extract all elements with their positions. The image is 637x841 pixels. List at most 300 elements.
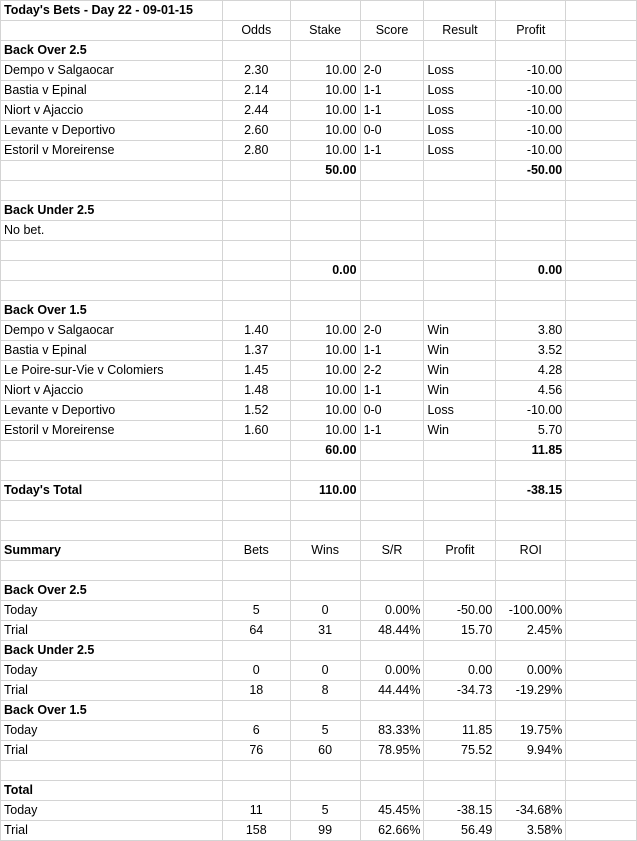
profit-value[interactable]: -10.00 xyxy=(496,141,566,161)
empty-cell[interactable] xyxy=(360,581,424,601)
result-value[interactable]: Win xyxy=(424,341,496,361)
empty-cell[interactable] xyxy=(496,221,566,241)
empty-cell[interactable] xyxy=(566,101,637,121)
score-value[interactable]: 2-2 xyxy=(360,361,424,381)
empty-cell[interactable] xyxy=(566,361,637,381)
empty-cell[interactable] xyxy=(496,1,566,21)
summary-profit[interactable]: 15.70 xyxy=(424,621,496,641)
result-value[interactable]: Win xyxy=(424,361,496,381)
empty-cell[interactable] xyxy=(360,521,424,541)
bets-count[interactable]: 11 xyxy=(222,801,290,821)
match-name[interactable]: Le Poire-sur-Vie v Colomiers xyxy=(1,361,223,381)
empty-cell[interactable] xyxy=(566,661,637,681)
header-odds[interactable]: Odds xyxy=(222,21,290,41)
strike-rate[interactable]: 48.44% xyxy=(360,621,424,641)
empty-cell[interactable] xyxy=(496,281,566,301)
header-result[interactable]: Result xyxy=(424,21,496,41)
empty-cell[interactable] xyxy=(496,521,566,541)
stake-value[interactable]: 10.00 xyxy=(290,101,360,121)
stake-value[interactable]: 10.00 xyxy=(290,401,360,421)
result-value[interactable]: Win xyxy=(424,381,496,401)
roi-value[interactable]: 9.94% xyxy=(496,741,566,761)
empty-cell[interactable] xyxy=(566,541,637,561)
empty-cell[interactable] xyxy=(222,41,290,61)
bets-count[interactable]: 158 xyxy=(222,821,290,841)
roi-value[interactable]: 3.58% xyxy=(496,821,566,841)
bets-count[interactable]: 64 xyxy=(222,621,290,641)
match-name[interactable]: Estoril v Moreirense xyxy=(1,421,223,441)
empty-cell[interactable] xyxy=(290,301,360,321)
empty-cell[interactable] xyxy=(566,161,637,181)
empty-cell[interactable] xyxy=(360,501,424,521)
summary-profit[interactable]: -34.73 xyxy=(424,681,496,701)
section-title[interactable]: Back Over 2.5 xyxy=(1,41,223,61)
match-name[interactable]: Niort v Ajaccio xyxy=(1,381,223,401)
stake-value[interactable]: 10.00 xyxy=(290,421,360,441)
summary-label[interactable]: Today xyxy=(1,661,223,681)
header-wins[interactable]: Wins xyxy=(290,541,360,561)
empty-cell[interactable] xyxy=(566,21,637,41)
bets-count[interactable]: 5 xyxy=(222,601,290,621)
stake-value[interactable]: 10.00 xyxy=(290,361,360,381)
empty-cell[interactable] xyxy=(360,481,424,501)
empty-cell[interactable] xyxy=(566,141,637,161)
empty-cell[interactable] xyxy=(360,241,424,261)
empty-cell[interactable] xyxy=(566,461,637,481)
empty-cell[interactable] xyxy=(290,181,360,201)
total-profit[interactable]: 0.00 xyxy=(496,261,566,281)
wins-count[interactable]: 0 xyxy=(290,601,360,621)
wins-count[interactable]: 8 xyxy=(290,681,360,701)
summary-profit[interactable]: 11.85 xyxy=(424,721,496,741)
empty-cell[interactable] xyxy=(424,221,496,241)
empty-cell[interactable] xyxy=(496,201,566,221)
empty-cell[interactable] xyxy=(566,621,637,641)
todays-total-row xyxy=(1,481,637,501)
roi-value[interactable]: 19.75% xyxy=(496,721,566,741)
empty-cell[interactable] xyxy=(496,241,566,261)
empty-cell[interactable] xyxy=(566,521,637,541)
odds-value[interactable]: 1.37 xyxy=(222,341,290,361)
roi-value[interactable]: -100.00% xyxy=(496,601,566,621)
profit-value[interactable]: 3.52 xyxy=(496,341,566,361)
summary-profit[interactable]: 0.00 xyxy=(424,661,496,681)
empty-cell[interactable] xyxy=(566,261,637,281)
match-name[interactable]: Levante v Deportivo xyxy=(1,121,223,141)
stake-value[interactable]: 10.00 xyxy=(290,381,360,401)
roi-value[interactable]: 0.00% xyxy=(496,661,566,681)
profit-value[interactable]: -10.00 xyxy=(496,81,566,101)
empty-cell[interactable] xyxy=(1,441,223,461)
roi-value[interactable]: -34.68% xyxy=(496,801,566,821)
empty-cell[interactable] xyxy=(360,781,424,801)
empty-cell[interactable] xyxy=(1,161,223,181)
empty-cell[interactable] xyxy=(566,561,637,581)
score-value[interactable]: 1-1 xyxy=(360,101,424,121)
header-profit[interactable]: Profit xyxy=(496,21,566,41)
empty-cell[interactable] xyxy=(424,761,496,781)
empty-cell[interactable] xyxy=(566,121,637,141)
wins-count[interactable]: 5 xyxy=(290,801,360,821)
total-stake[interactable]: 50.00 xyxy=(290,161,360,181)
empty-cell[interactable] xyxy=(290,501,360,521)
empty-cell[interactable] xyxy=(1,561,223,581)
strike-rate[interactable]: 83.33% xyxy=(360,721,424,741)
empty-cell[interactable] xyxy=(566,181,637,201)
stake-value[interactable]: 10.00 xyxy=(290,121,360,141)
empty-cell[interactable] xyxy=(360,201,424,221)
summary-label[interactable]: Today xyxy=(1,801,223,821)
match-name[interactable]: Dempo v Salgaocar xyxy=(1,321,223,341)
empty-cell[interactable] xyxy=(566,281,637,301)
odds-value[interactable]: 2.60 xyxy=(222,121,290,141)
profit-value[interactable]: 4.28 xyxy=(496,361,566,381)
empty-cell[interactable] xyxy=(424,1,496,21)
summary-title[interactable]: Summary xyxy=(1,541,223,561)
section-title[interactable]: Back Under 2.5 xyxy=(1,201,223,221)
empty-cell[interactable] xyxy=(1,281,223,301)
empty-cell[interactable] xyxy=(566,701,637,721)
summary-group-title[interactable]: Back Over 2.5 xyxy=(1,581,223,601)
no-bet-note[interactable]: No bet. xyxy=(1,221,223,241)
total-stake[interactable]: 0.00 xyxy=(290,261,360,281)
strike-rate[interactable]: 0.00% xyxy=(360,601,424,621)
match-name[interactable]: Bastia v Epinal xyxy=(1,341,223,361)
empty-cell[interactable] xyxy=(222,181,290,201)
empty-cell[interactable] xyxy=(566,61,637,81)
empty-cell[interactable] xyxy=(290,641,360,661)
empty-cell[interactable] xyxy=(566,1,637,21)
odds-value[interactable]: 2.14 xyxy=(222,81,290,101)
bets-count[interactable]: 18 xyxy=(222,681,290,701)
empty-cell[interactable] xyxy=(566,581,637,601)
empty-cell[interactable] xyxy=(1,461,223,481)
empty-cell[interactable] xyxy=(290,461,360,481)
empty-cell[interactable] xyxy=(496,501,566,521)
summary-row xyxy=(1,821,637,841)
empty-cell[interactable] xyxy=(424,241,496,261)
odds-value[interactable]: 2.44 xyxy=(222,101,290,121)
empty-cell[interactable] xyxy=(290,281,360,301)
empty-cell[interactable] xyxy=(360,221,424,241)
profit-value[interactable]: 4.56 xyxy=(496,381,566,401)
empty-cell[interactable] xyxy=(566,241,637,261)
empty-cell[interactable] xyxy=(424,261,496,281)
summary-profit[interactable]: 56.49 xyxy=(424,821,496,841)
summary-group-title[interactable]: Total xyxy=(1,781,223,801)
empty-cell[interactable] xyxy=(424,521,496,541)
empty-cell[interactable] xyxy=(360,301,424,321)
empty-cell[interactable] xyxy=(222,461,290,481)
empty-cell[interactable] xyxy=(566,481,637,501)
empty-cell[interactable] xyxy=(566,741,637,761)
empty-cell[interactable] xyxy=(222,561,290,581)
header-roi[interactable]: ROI xyxy=(496,541,566,561)
profit-value[interactable]: -10.00 xyxy=(496,101,566,121)
empty-cell[interactable] xyxy=(222,1,290,21)
wins-count[interactable]: 60 xyxy=(290,741,360,761)
empty-cell[interactable] xyxy=(566,801,637,821)
empty-cell[interactable] xyxy=(360,761,424,781)
summary-group-title[interactable]: Back Under 2.5 xyxy=(1,641,223,661)
summary-label[interactable]: Trial xyxy=(1,741,223,761)
sheet-title[interactable]: Today's Bets - Day 22 - 09-01-15 xyxy=(1,1,223,21)
empty-cell[interactable] xyxy=(1,181,223,201)
header-score[interactable]: Score xyxy=(360,21,424,41)
profit-value[interactable]: -10.00 xyxy=(496,401,566,421)
empty-cell[interactable] xyxy=(290,761,360,781)
empty-cell[interactable] xyxy=(1,521,223,541)
empty-cell[interactable] xyxy=(222,701,290,721)
empty-cell[interactable] xyxy=(290,221,360,241)
empty-cell[interactable] xyxy=(360,461,424,481)
empty-cell[interactable] xyxy=(1,21,223,41)
todays-total-profit[interactable]: -38.15 xyxy=(496,481,566,501)
strike-rate[interactable]: 45.45% xyxy=(360,801,424,821)
empty-cell[interactable] xyxy=(424,301,496,321)
empty-cell[interactable] xyxy=(222,161,290,181)
summary-label[interactable]: Trial xyxy=(1,821,223,841)
empty-cell[interactable] xyxy=(1,261,223,281)
bets-count[interactable]: 76 xyxy=(222,741,290,761)
odds-value[interactable]: 2.30 xyxy=(222,61,290,81)
empty-cell[interactable] xyxy=(290,781,360,801)
empty-cell[interactable] xyxy=(222,221,290,241)
empty-cell[interactable] xyxy=(424,701,496,721)
score-value[interactable]: 2-0 xyxy=(360,61,424,81)
header-stake[interactable]: Stake xyxy=(290,21,360,41)
empty-cell[interactable] xyxy=(424,281,496,301)
empty-cell[interactable] xyxy=(360,561,424,581)
wins-count[interactable]: 0 xyxy=(290,661,360,681)
empty-cell[interactable] xyxy=(290,581,360,601)
summary-profit[interactable]: -50.00 xyxy=(424,601,496,621)
empty-cell[interactable] xyxy=(360,1,424,21)
profit-value[interactable]: -10.00 xyxy=(496,121,566,141)
result-value[interactable]: Loss xyxy=(424,141,496,161)
empty-cell[interactable] xyxy=(424,581,496,601)
empty-cell[interactable] xyxy=(360,41,424,61)
empty-row xyxy=(1,461,637,481)
score-value[interactable]: 1-1 xyxy=(360,81,424,101)
empty-cell[interactable] xyxy=(566,721,637,741)
summary-profit[interactable]: -38.15 xyxy=(424,801,496,821)
empty-cell[interactable] xyxy=(566,401,637,421)
total-stake[interactable]: 60.00 xyxy=(290,441,360,461)
empty-cell[interactable] xyxy=(566,761,637,781)
empty-cell[interactable] xyxy=(360,181,424,201)
odds-value[interactable]: 1.52 xyxy=(222,401,290,421)
score-value[interactable]: 1-1 xyxy=(360,341,424,361)
match-name[interactable]: Dempo v Salgaocar xyxy=(1,61,223,81)
empty-cell[interactable] xyxy=(290,201,360,221)
empty-cell[interactable] xyxy=(222,261,290,281)
empty-cell[interactable] xyxy=(424,641,496,661)
empty-cell[interactable] xyxy=(566,421,637,441)
total-profit[interactable]: -50.00 xyxy=(496,161,566,181)
match-name[interactable]: Levante v Deportivo xyxy=(1,401,223,421)
total-profit[interactable]: 11.85 xyxy=(496,441,566,461)
summary-row xyxy=(1,601,637,621)
empty-cell[interactable] xyxy=(496,561,566,581)
empty-cell[interactable] xyxy=(424,461,496,481)
empty-cell[interactable] xyxy=(566,781,637,801)
header-sr[interactable]: S/R xyxy=(360,541,424,561)
strike-rate[interactable]: 44.44% xyxy=(360,681,424,701)
empty-cell[interactable] xyxy=(290,561,360,581)
result-value[interactable]: Loss xyxy=(424,121,496,141)
match-name[interactable]: Niort v Ajaccio xyxy=(1,101,223,121)
empty-cell[interactable] xyxy=(222,761,290,781)
odds-value[interactable]: 1.48 xyxy=(222,381,290,401)
empty-cell[interactable] xyxy=(360,281,424,301)
empty-cell[interactable] xyxy=(496,641,566,661)
empty-cell[interactable] xyxy=(496,181,566,201)
wins-count[interactable]: 99 xyxy=(290,821,360,841)
empty-cell[interactable] xyxy=(566,441,637,461)
empty-cell[interactable] xyxy=(1,241,223,261)
empty-cell[interactable] xyxy=(424,781,496,801)
empty-cell[interactable] xyxy=(424,501,496,521)
empty-cell[interactable] xyxy=(566,381,637,401)
empty-cell[interactable] xyxy=(360,261,424,281)
empty-cell[interactable] xyxy=(222,581,290,601)
empty-cell[interactable] xyxy=(566,601,637,621)
empty-cell[interactable] xyxy=(222,441,290,461)
strike-rate[interactable]: 0.00% xyxy=(360,661,424,681)
result-value[interactable]: Win xyxy=(424,321,496,341)
odds-value[interactable]: 1.40 xyxy=(222,321,290,341)
empty-cell[interactable] xyxy=(566,321,637,341)
todays-total-label[interactable]: Today's Total xyxy=(1,481,223,501)
bets-count[interactable]: 6 xyxy=(222,721,290,741)
empty-cell[interactable] xyxy=(290,241,360,261)
score-value[interactable]: 0-0 xyxy=(360,121,424,141)
match-name[interactable]: Estoril v Moreirense xyxy=(1,141,223,161)
result-value[interactable]: Loss xyxy=(424,401,496,421)
empty-cell[interactable] xyxy=(496,41,566,61)
empty-cell[interactable] xyxy=(566,681,637,701)
empty-cell[interactable] xyxy=(566,341,637,361)
match-name[interactable]: Bastia v Epinal xyxy=(1,81,223,101)
empty-cell[interactable] xyxy=(496,301,566,321)
empty-cell[interactable] xyxy=(1,761,223,781)
empty-cell[interactable] xyxy=(424,161,496,181)
result-value[interactable]: Win xyxy=(424,421,496,441)
empty-cell[interactable] xyxy=(1,501,223,521)
score-value[interactable]: 1-1 xyxy=(360,421,424,441)
wins-count[interactable]: 5 xyxy=(290,721,360,741)
header-profit[interactable]: Profit xyxy=(424,541,496,561)
summary-label[interactable]: Trial xyxy=(1,621,223,641)
empty-cell[interactable] xyxy=(424,201,496,221)
empty-cell[interactable] xyxy=(566,41,637,61)
summary-label[interactable]: Trial xyxy=(1,681,223,701)
header-bets[interactable]: Bets xyxy=(222,541,290,561)
empty-cell[interactable] xyxy=(222,501,290,521)
score-value[interactable]: 1-1 xyxy=(360,141,424,161)
empty-cell[interactable] xyxy=(566,821,637,841)
stake-value[interactable]: 10.00 xyxy=(290,141,360,161)
empty-cell[interactable] xyxy=(222,281,290,301)
empty-cell[interactable] xyxy=(290,1,360,21)
strike-rate[interactable]: 62.66% xyxy=(360,821,424,841)
profit-value[interactable]: 3.80 xyxy=(496,321,566,341)
profit-value[interactable]: -10.00 xyxy=(496,61,566,81)
odds-value[interactable]: 1.60 xyxy=(222,421,290,441)
summary-label[interactable]: Today xyxy=(1,721,223,741)
score-value[interactable]: 2-0 xyxy=(360,321,424,341)
odds-value[interactable]: 1.45 xyxy=(222,361,290,381)
strike-rate[interactable]: 78.95% xyxy=(360,741,424,761)
empty-cell[interactable] xyxy=(496,461,566,481)
result-value[interactable]: Loss xyxy=(424,61,496,81)
empty-cell[interactable] xyxy=(360,701,424,721)
todays-total-stake[interactable]: 110.00 xyxy=(290,481,360,501)
note-row xyxy=(1,221,637,241)
empty-cell[interactable] xyxy=(222,241,290,261)
roi-value[interactable]: 2.45% xyxy=(496,621,566,641)
summary-label[interactable]: Today xyxy=(1,601,223,621)
empty-cell[interactable] xyxy=(222,781,290,801)
bets-count[interactable]: 0 xyxy=(222,661,290,681)
empty-cell[interactable] xyxy=(566,201,637,221)
empty-cell[interactable] xyxy=(360,641,424,661)
empty-cell[interactable] xyxy=(424,41,496,61)
roi-value[interactable]: -19.29% xyxy=(496,681,566,701)
empty-cell[interactable] xyxy=(222,301,290,321)
empty-cell[interactable] xyxy=(424,441,496,461)
empty-cell[interactable] xyxy=(566,301,637,321)
empty-cell[interactable] xyxy=(424,481,496,501)
result-value[interactable]: Loss xyxy=(424,101,496,121)
summary-profit[interactable]: 75.52 xyxy=(424,741,496,761)
empty-cell[interactable] xyxy=(290,521,360,541)
empty-cell[interactable] xyxy=(360,441,424,461)
empty-cell[interactable] xyxy=(496,761,566,781)
stake-value[interactable]: 10.00 xyxy=(290,81,360,101)
empty-cell[interactable] xyxy=(496,581,566,601)
stake-value[interactable]: 10.00 xyxy=(290,321,360,341)
empty-cell[interactable] xyxy=(290,701,360,721)
empty-cell[interactable] xyxy=(566,221,637,241)
wins-count[interactable]: 31 xyxy=(290,621,360,641)
empty-cell[interactable] xyxy=(222,521,290,541)
empty-cell[interactable] xyxy=(566,641,637,661)
score-value[interactable]: 0-0 xyxy=(360,401,424,421)
empty-cell[interactable] xyxy=(496,781,566,801)
section-title[interactable]: Back Over 1.5 xyxy=(1,301,223,321)
profit-value[interactable]: 5.70 xyxy=(496,421,566,441)
result-value[interactable]: Loss xyxy=(424,81,496,101)
stake-value[interactable]: 10.00 xyxy=(290,341,360,361)
stake-value[interactable]: 10.00 xyxy=(290,61,360,81)
empty-cell[interactable] xyxy=(360,161,424,181)
empty-cell[interactable] xyxy=(290,41,360,61)
summary-group-title[interactable]: Back Over 1.5 xyxy=(1,701,223,721)
odds-value[interactable]: 2.80 xyxy=(222,141,290,161)
empty-cell[interactable] xyxy=(566,501,637,521)
empty-cell[interactable] xyxy=(222,641,290,661)
empty-cell[interactable] xyxy=(424,561,496,581)
empty-cell[interactable] xyxy=(496,701,566,721)
empty-cell[interactable] xyxy=(424,181,496,201)
score-value[interactable]: 1-1 xyxy=(360,381,424,401)
empty-cell[interactable] xyxy=(566,81,637,101)
empty-row xyxy=(1,561,637,581)
empty-cell[interactable] xyxy=(222,481,290,501)
empty-cell[interactable] xyxy=(222,201,290,221)
